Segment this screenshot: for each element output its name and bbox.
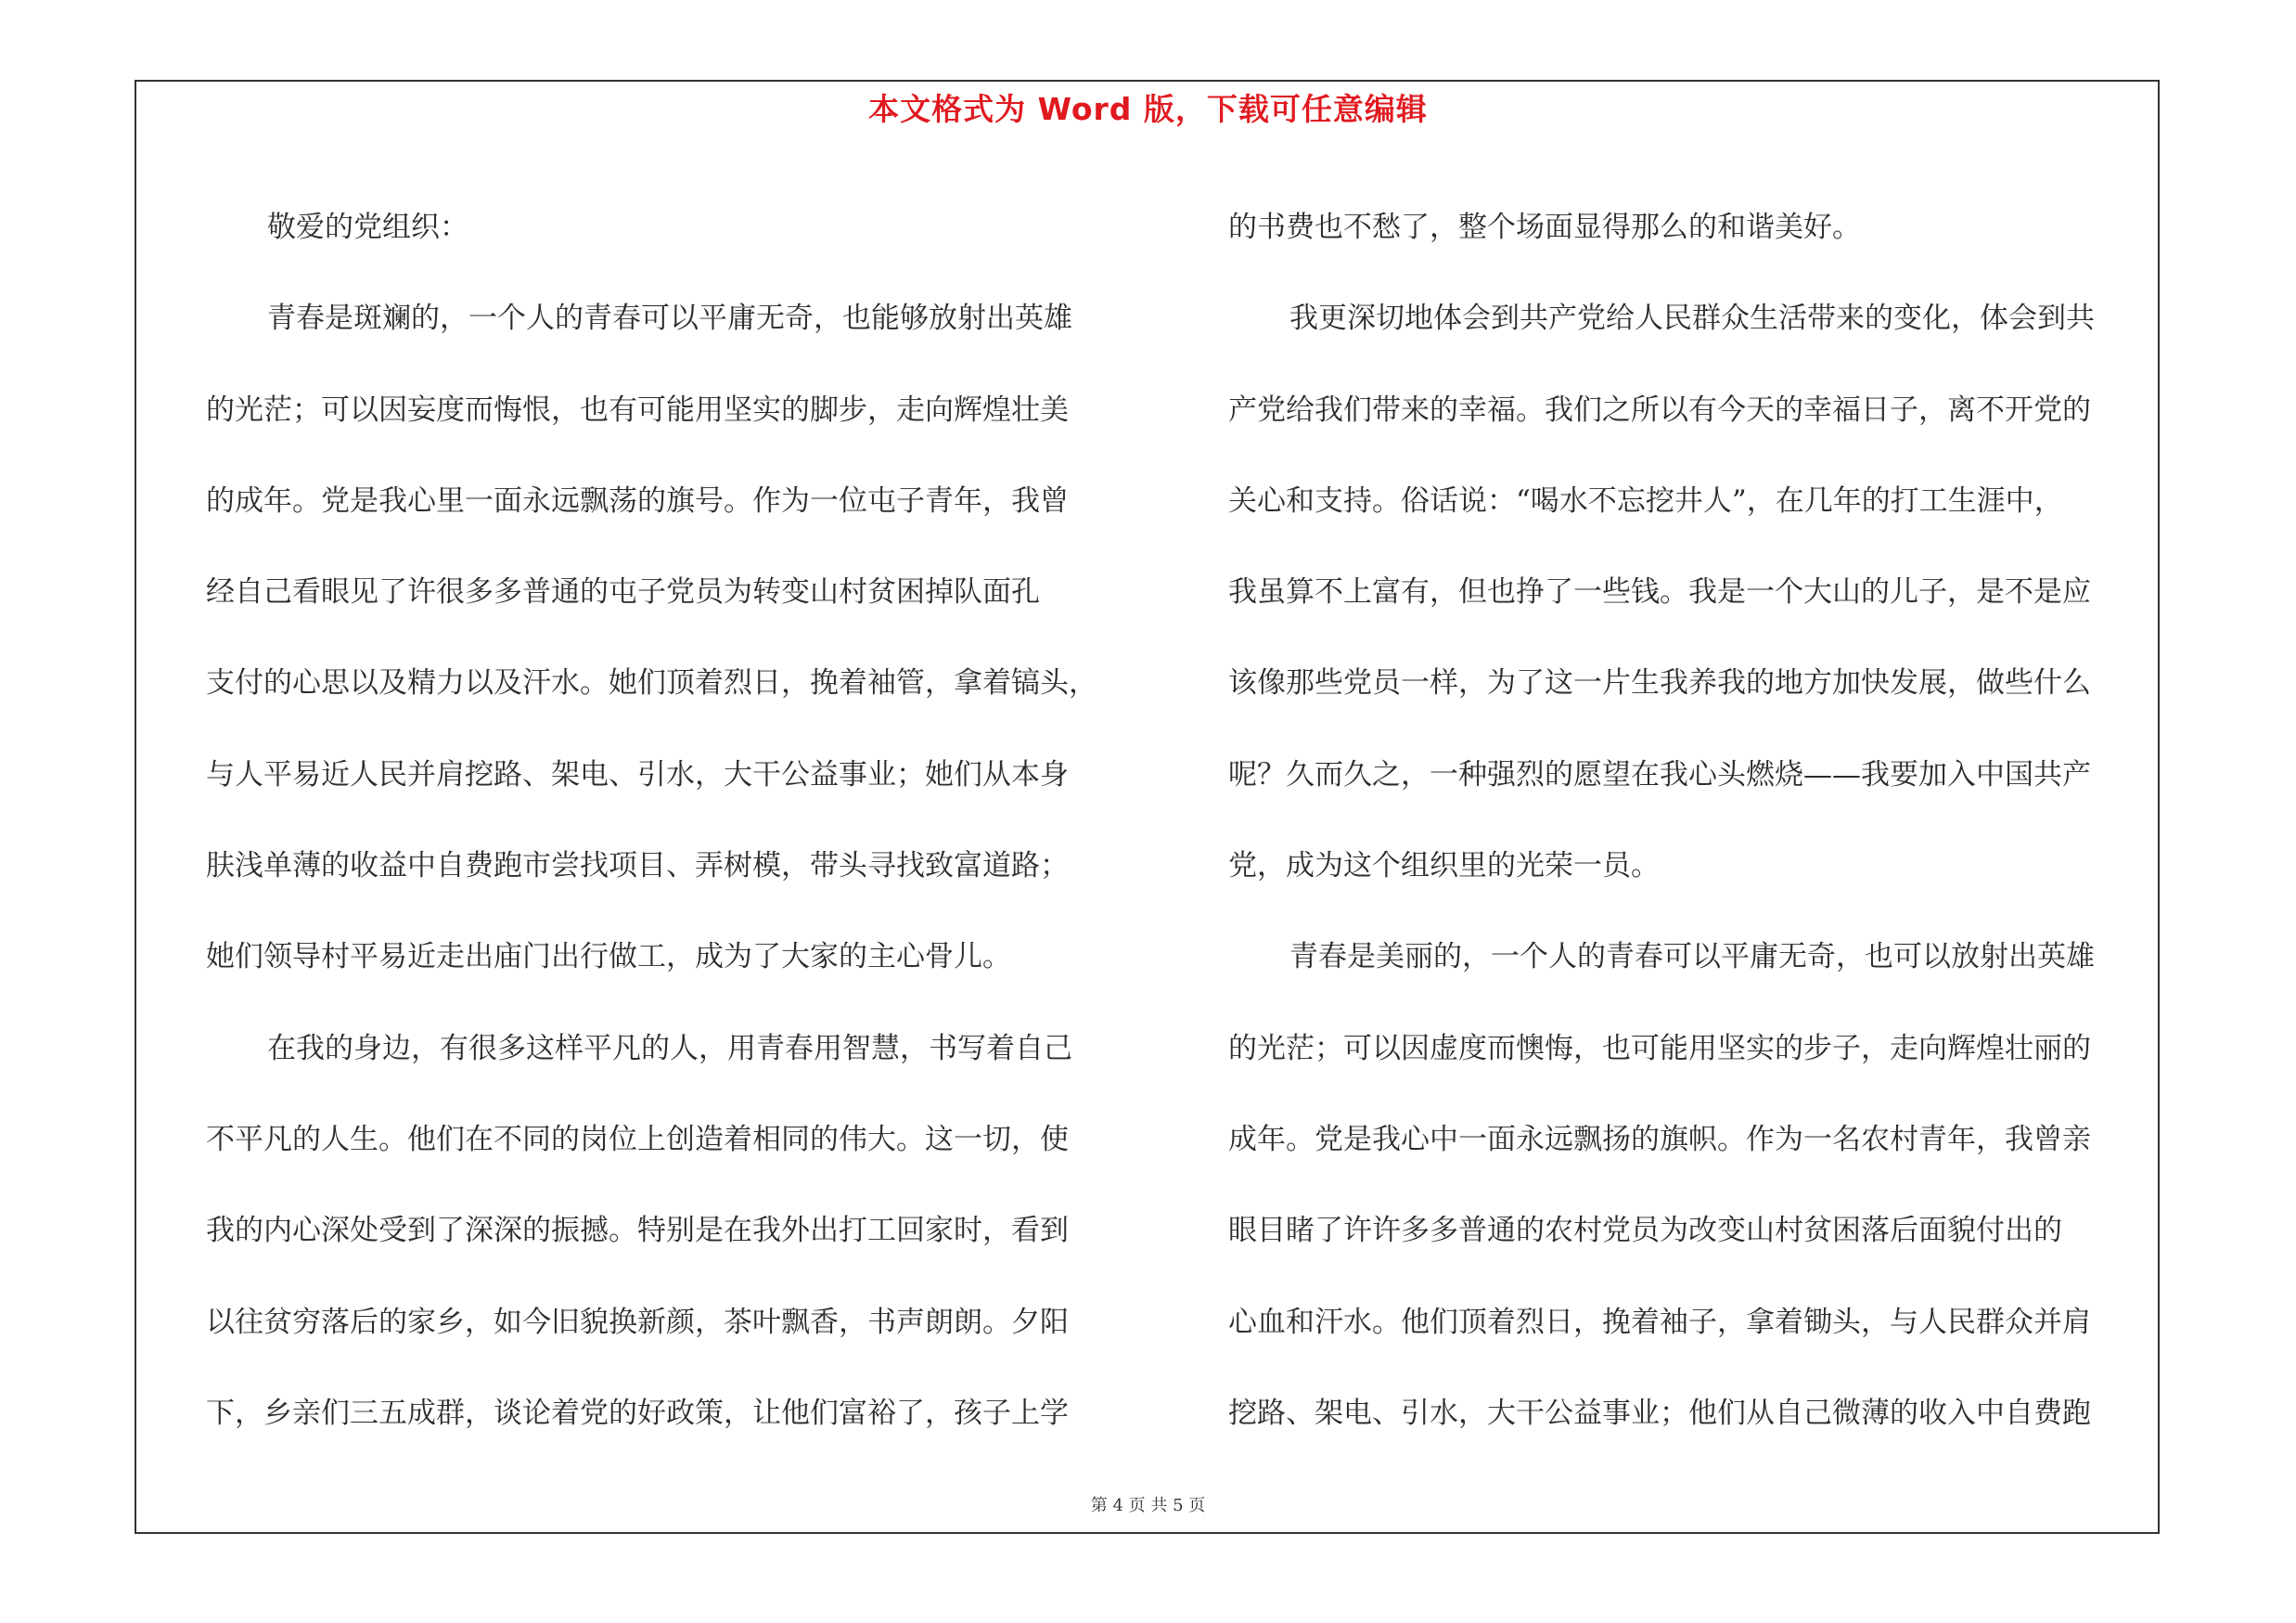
text-line: 她们领导村平易近走出庙门出行做工，成为了大家的主心骨儿。	[206, 940, 1011, 974]
right-text-column	[1228, 182, 2165, 1459]
text-line: 呢？久而久之，一种强烈的愿望在我心头燃烧——我要加入中国共产	[1228, 757, 2091, 792]
word-format-banner: 本文格式为 Word 版，下载可任意编辑	[868, 91, 1428, 127]
text-line: 的书费也不愁了，整个场面显得那么的和谐美好。	[1228, 211, 1861, 244]
text-line: 我更深切地体会到共产党给人民群众生活带来的变化，体会到共	[1289, 302, 2095, 336]
text-line: 支付的心思以及精力以及汗水。她们顶着烈日，挽着袖管，拿着镐头，	[206, 666, 1097, 701]
text-line: 成年。党是我心中一面永远飘扬的旗帜。作为一名农村青年，我曾亲	[1228, 1122, 2091, 1156]
text-line: 的光茫；可以因虚度而懊悔，也可能用坚实的步子，走向辉煌壮丽的	[1228, 1031, 2091, 1065]
text-line: 青春是美丽的，一个人的青春可以平庸无奇，也可以放射出英雄	[1289, 940, 2095, 974]
text-line: 经自己看眼见了许很多多普通的屯子党员为转变山村贫困掉队面孔	[206, 575, 1040, 610]
text-line: 以往贫穷落后的家乡，如今旧貌换新颜，茶叶飘香，书声朗朗。夕阳	[206, 1305, 1069, 1339]
text-line: 下，乡亲们三五成群，谈论着党的好政策，让他们富裕了，孩子上学	[206, 1396, 1069, 1430]
text-line: 不平凡的人生。他们在不同的岗位上创造着相同的伟大。这一切，使	[206, 1122, 1069, 1156]
left-text-column	[206, 182, 1143, 1459]
salutation: 敬爱的党组织：	[267, 211, 468, 244]
text-line: 党，成为这个组织里的光荣一员。	[1228, 849, 1660, 883]
text-line: 的光茫；可以因妄度而悔恨，也有可能用坚实的脚步，走向辉煌壮美	[206, 393, 1069, 427]
text-line: 产党给我们带来的幸福。我们之所以有今天的幸福日子，离不开党的	[1228, 393, 2091, 427]
text-line: 青春是斑斓的，一个人的青春可以平庸无奇，也能够放射出英雄	[267, 302, 1072, 336]
text-line: 我的内心深处受到了深深的振撼。特别是在我外出打工回家时，看到	[206, 1214, 1069, 1248]
text-line: 在我的身边，有很多这样平凡的人，用青春用智慧，书写着自己	[267, 1031, 1072, 1065]
text-line: 我虽算不上富有，但也挣了一些钱。我是一个大山的儿子，是不是应	[1228, 575, 2091, 610]
text-line: 的成年。党是我心里一面永远飘荡的旗号。作为一位屯子青年，我曾	[206, 483, 1069, 518]
text-line: 挖路、架电、引水，大干公益事业；他们从自己微薄的收入中自费跑	[1228, 1396, 2091, 1430]
page-number: 第 4 页 共 5 页	[1090, 1496, 1206, 1515]
text-line: 眼目睹了许许多多普通的农村党员为改变山村贫困落后面貌付出的	[1228, 1214, 2062, 1248]
text-line: 心血和汗水。他们顶着烈日，挽着袖子，拿着锄头，与人民群众并肩	[1228, 1305, 2091, 1339]
text-line: 关心和支持。俗话说：“喝水不忘挖井人”，在几年的打工生涯中，	[1228, 483, 2063, 518]
text-line: 肤浅单薄的收益中自费跑市尝找项目、弄树模，带头寻找致富道路；	[206, 849, 1069, 883]
text-line: 与人平易近人民并肩挖路、架电、引水，大干公益事业；她们从本身	[206, 757, 1069, 792]
text-line: 该像那些党员一样，为了这一片生我养我的地方加快发展，做些什么	[1228, 666, 2091, 701]
